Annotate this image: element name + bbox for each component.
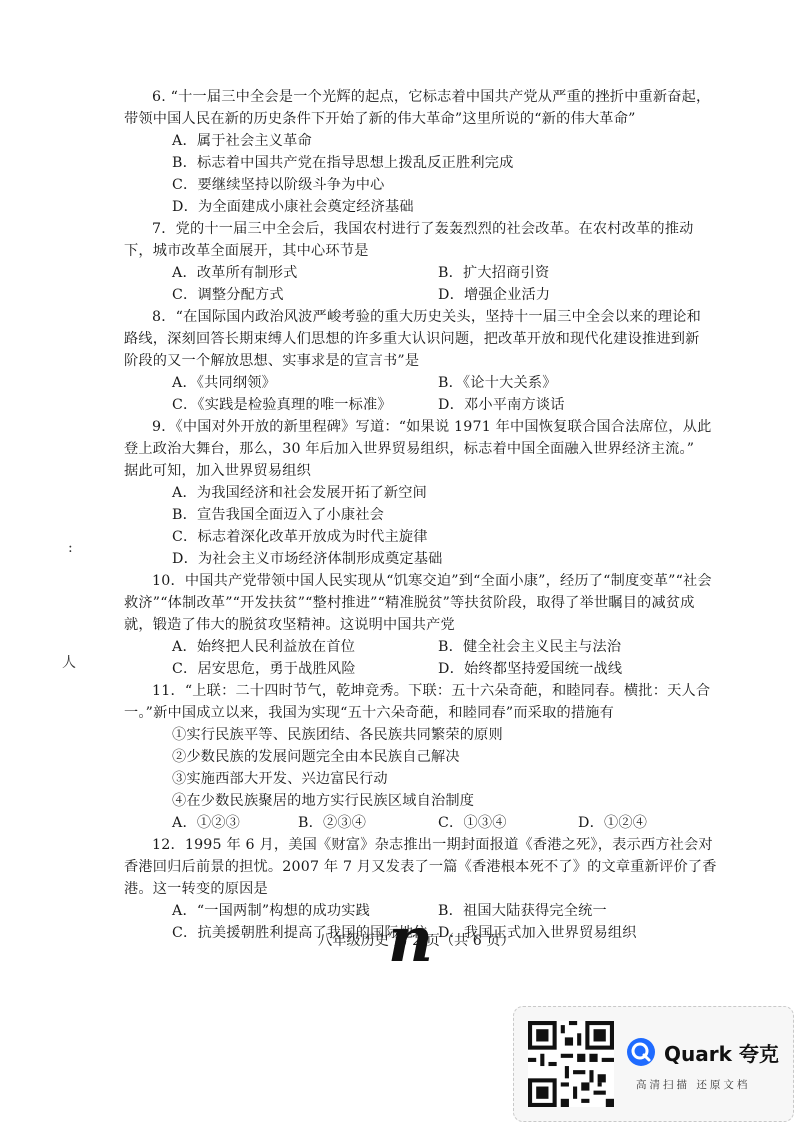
text-line: 10．中国共产党带领中国人民实现从“饥寒交迫”到“全面小康”，经历了“制度变革”“社会	[152, 573, 712, 589]
text-line: 救济”“体制改革”“开发扶贫”“整村推进”“精准脱贫”等扶贫阶段，取得了举世瞩目的减贫成	[124, 595, 695, 611]
text-line: C．①③④	[438, 815, 507, 831]
quark-watermark	[513, 1006, 794, 1122]
handwritten-mark: n	[388, 903, 434, 976]
text-line: ④在少数民族聚居的地方实行民族区域自治制度	[172, 793, 475, 809]
text-line: 带领中国人民在新的历史条件下开始了新的伟大革命”这里所说的“新的伟大革命”	[124, 111, 636, 127]
text-line: D．邓小平南方谈话	[438, 397, 565, 413]
text-line: ①实行民族平等、民族团结、各民族共同繁荣的原则	[172, 727, 503, 743]
text-line: A．“一国两制”构想的成功实践	[172, 903, 371, 919]
text-line: B．扩大招商引资	[438, 265, 550, 281]
text-line: D．我国正式加入世界贸易组织	[438, 925, 637, 941]
text-line: 下，城市改革全面展开，其中心环节是	[124, 243, 369, 259]
text-line: 7．党的十一届三中全会后，我国农村进行了轰轰烈烈的社会改革。在农村改革的推动	[152, 221, 694, 237]
text-line: C．抗美援朝胜利提高了我国的国际地位	[172, 925, 428, 941]
text-line: D．为全面建成小康社会奠定经济基础	[172, 199, 414, 215]
text-line: ③实施西部大开发、兴边富民行动	[172, 771, 388, 787]
text-line: A．为我国经济和社会发展开拓了新空间	[172, 485, 428, 501]
text-line: 9．《中国对外开放的新里程碑》写道：“如果说 1971 年中国恢复联合国合法席位，从此	[152, 419, 712, 435]
text-line: ②少数民族的发展问题完全由本民族自己解决	[172, 749, 460, 765]
qr-code-icon	[528, 1021, 614, 1107]
text-line: D．①②④	[578, 815, 648, 831]
text-line: A．《共同纲领》	[172, 375, 277, 391]
text-line: D．增强企业活力	[438, 287, 551, 303]
text-line: 8．“在国际国内政治风波严峻考验的重大历史关头，坚持十一届三中全会以来的理论和	[152, 309, 702, 325]
text-line: A．①②③	[172, 815, 240, 831]
text-line: 阶段的又一个解放思想、实事求是的宣言书”是	[124, 353, 420, 369]
page-footer: 八年级历史 第 2 页（共 6 页）	[318, 933, 515, 949]
text-line: A．属于社会主义革命	[172, 133, 312, 149]
text-line: 6. “十一届三中全会是一个光辉的起点，它标志着中国共产党从严重的挫折中重新奋起，	[152, 89, 711, 105]
text-line: B．标志着中国共产党在指导思想上拨乱反正胜利完成	[172, 155, 514, 171]
text-line: B．宣告我国全面迈入了小康社会	[172, 507, 385, 523]
text-line: C．《实践是检验真理的唯一标准》	[172, 397, 392, 413]
quark-brand	[626, 1037, 779, 1067]
text-line: B．《论十大关系》	[438, 375, 557, 391]
text-line: B．②③④	[298, 815, 367, 831]
text-line: C．居安思危，勇于战胜风险	[172, 661, 356, 677]
text-line: C．要继续坚持以阶级斗争为中心	[172, 177, 385, 193]
text-line: 路线，深刻回答长期束缚人们思想的许多重大认识问题，把改革开放和现代化建设推进到新	[124, 331, 700, 347]
text-line: 一。”新中国成立以来，我国为实现“五十六朵奇葩，和睦同春”而采取的措施有	[124, 705, 615, 721]
text-line: 就，锻造了伟大的脱贫攻坚精神。这说明中国共产党	[124, 617, 455, 633]
text-line: 香港回归后前景的担忧。2007 年 7 月又发表了一篇《香港根本死不了》的文章重新评价了香	[124, 859, 717, 875]
text-line: D．始终都坚持爱国统一战线	[438, 661, 623, 677]
text-line: C．调整分配方式	[172, 287, 284, 303]
text-line: 据此可知，加入世界贸易组织	[124, 463, 312, 479]
text-line: 12．1995 年 6 月，美国《财富》杂志推出一期封面报道《香港之死》，表示西方社会对	[152, 837, 713, 853]
margin-mark: 人	[62, 655, 76, 671]
margin-dots: :	[68, 540, 73, 556]
text-line: B．健全社会主义民主与法治	[438, 639, 622, 655]
text-line: 港。这一转变的原因是	[124, 881, 268, 897]
text-line: A．始终把人民利益放在首位	[172, 639, 356, 655]
text-line: B．祖国大陆获得完全统一	[438, 903, 607, 919]
text-line: 登上政治大舞台，那么，30 年后加入世界贸易组织，标志着中国全面融入世界经济主流。”	[124, 441, 695, 457]
quark-brand-name: Quark 夸克	[664, 1041, 779, 1066]
text-line: C．标志着深化改革开放成为时代主旋律	[172, 529, 428, 545]
text-line: D．为社会主义市场经济体制形成奠定基础	[172, 551, 443, 567]
quark-subtitle: 高清扫描 还原文档	[636, 1079, 751, 1091]
text-line: 11．“上联：二十四时节气，乾坤竞秀。下联：五十六朵奇葩，和睦同春。横批：天人合	[152, 683, 711, 699]
quark-logo-icon	[626, 1037, 656, 1067]
text-line: A．改革所有制形式	[172, 265, 298, 281]
